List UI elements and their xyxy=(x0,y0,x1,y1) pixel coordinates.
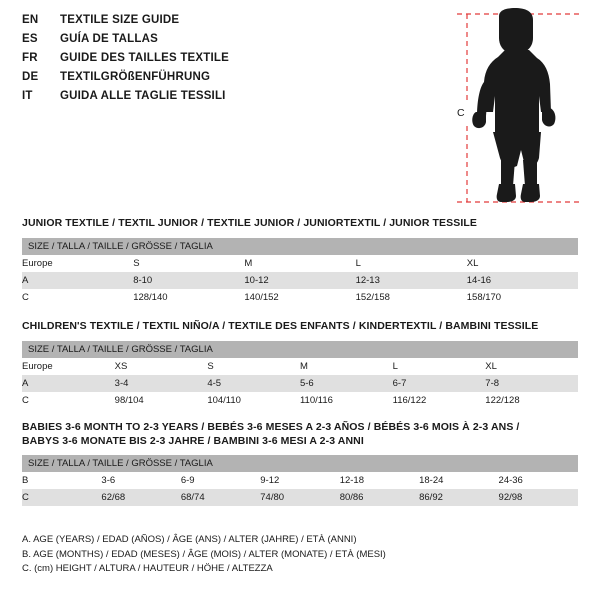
size-band-label: SIZE / TALLA / TAILLE / GRÖSSE / TAGLIA xyxy=(22,341,578,358)
lang-code-en: EN xyxy=(22,14,39,26)
cell-value: 128/140 xyxy=(133,289,244,306)
header-text-es: GUÍA DE TALLAS xyxy=(60,33,158,45)
header-titles xyxy=(22,14,422,109)
cell-value: 110/116 xyxy=(300,392,393,409)
section-title-children: CHILDREN'S TEXTILE / TEXTIL NIÑO/A / TEXTILE DES ENFANTS / KINDERTEXTIL / BAMBINI TESSILE xyxy=(22,320,539,332)
size-band-label: SIZE / TALLA / TAILLE / GRÖSSE / TAGLIA xyxy=(22,455,578,472)
cell-value: 3-6 xyxy=(101,472,180,489)
table-row xyxy=(22,289,578,306)
cell-value: 80/86 xyxy=(340,489,419,506)
legend-note-c: C. (cm) HEIGHT / ALTURA / HAUTEUR / HÖHE / ALTEZZA xyxy=(22,563,273,574)
cell-value: XS xyxy=(115,358,208,375)
cell-value: 6-7 xyxy=(393,375,486,392)
row-label: C xyxy=(22,289,133,306)
cell-value: XL xyxy=(485,358,578,375)
cell-value: 9-12 xyxy=(260,472,339,489)
cell-value: 104/110 xyxy=(207,392,300,409)
cell-value: XL xyxy=(467,255,578,272)
cell-value: 12-13 xyxy=(356,272,467,289)
junior-size-table xyxy=(22,238,578,306)
section-title-junior: JUNIOR TEXTILE / TEXTIL JUNIOR / TEXTILE JUNIOR / JUNIORTEXTIL / JUNIOR TESSILE xyxy=(22,217,477,229)
lang-code-fr: FR xyxy=(22,52,38,64)
cell-value: S xyxy=(133,255,244,272)
table-row xyxy=(22,392,578,409)
lang-code-es: ES xyxy=(22,33,38,45)
table-row xyxy=(22,472,578,489)
cell-value: 14-16 xyxy=(467,272,578,289)
cell-value: 140/152 xyxy=(244,289,355,306)
header-row-en xyxy=(22,14,422,33)
table-header-band xyxy=(22,455,578,472)
table-header-band xyxy=(22,238,578,255)
section-title-babies-line2: BABYS 3-6 MONATE BIS 2-3 JAHRE / BAMBINI 3-6 MESI A 2-3 ANNI xyxy=(22,435,364,447)
table-header-band xyxy=(22,341,578,358)
cell-value: 4-5 xyxy=(207,375,300,392)
cell-value: 98/104 xyxy=(115,392,208,409)
header-row-it xyxy=(22,90,422,109)
cell-value: L xyxy=(356,255,467,272)
row-label: Europe xyxy=(22,255,133,272)
children-size-table xyxy=(22,341,578,409)
cell-value: 10-12 xyxy=(244,272,355,289)
lang-code-it: IT xyxy=(22,90,33,102)
cell-value: 158/170 xyxy=(467,289,578,306)
cell-value: 18-24 xyxy=(419,472,498,489)
legend-notes xyxy=(22,533,386,577)
header-text-fr: GUIDE DES TAILLES TEXTILE xyxy=(60,52,229,64)
cell-value: 24-36 xyxy=(499,472,578,489)
cell-value: 74/80 xyxy=(260,489,339,506)
babies-size-table xyxy=(22,455,578,506)
cell-value: 62/68 xyxy=(101,489,180,506)
cell-value: 5-6 xyxy=(300,375,393,392)
header-row-fr xyxy=(22,52,422,71)
header-text-de: TEXTILGRÖßENFÜHRUNG xyxy=(60,71,211,83)
row-label: B xyxy=(22,472,101,489)
size-band-label: SIZE / TALLA / TAILLE / GRÖSSE / TAGLIA xyxy=(22,238,578,255)
cell-value: 122/128 xyxy=(485,392,578,409)
row-label: A xyxy=(22,375,115,392)
cell-value: 68/74 xyxy=(181,489,260,506)
header-row-es xyxy=(22,33,422,52)
header-text-en: TEXTILE SIZE GUIDE xyxy=(60,14,180,26)
header-text-it: GUIDA ALLE TAGLIE TESSILI xyxy=(60,90,226,102)
cell-value: M xyxy=(300,358,393,375)
cell-value: 152/158 xyxy=(356,289,467,306)
legend-note-a: A. AGE (YEARS) / EDAD (AÑOS) / ÂGE (ANS) / ALTER (JAHRE) / ETÀ (ANNI) xyxy=(22,534,357,545)
cell-value: 8-10 xyxy=(133,272,244,289)
cell-value: 6-9 xyxy=(181,472,260,489)
row-label: C xyxy=(22,392,115,409)
lang-code-de: DE xyxy=(22,71,39,83)
section-title-babies-line1: BABIES 3-6 MONTH TO 2-3 YEARS / BEBÉS 3-6 MESES A 2-3 AÑOS / BÉBÉS 3-6 MOIS À 2-3 ANS / xyxy=(22,421,520,433)
row-label: A xyxy=(22,272,133,289)
cell-value: 12-18 xyxy=(340,472,419,489)
row-label: C xyxy=(22,489,101,506)
table-row xyxy=(22,255,578,272)
table-row xyxy=(22,375,578,392)
cell-value: S xyxy=(207,358,300,375)
cell-value: 3-4 xyxy=(115,375,208,392)
legend-note-b: B. AGE (MONTHS) / EDAD (MESES) / ÂGE (MOIS) / ALTER (MONATE) / ETÀ (MESI) xyxy=(22,548,386,560)
cell-value: M xyxy=(244,255,355,272)
measure-label-c: C xyxy=(457,107,465,119)
cell-value: L xyxy=(393,358,486,375)
baby-silhouette-figure xyxy=(455,8,585,208)
cell-value: 86/92 xyxy=(419,489,498,506)
table-row xyxy=(22,489,578,506)
cell-value: 116/122 xyxy=(393,392,486,409)
table-row xyxy=(22,358,578,375)
header-row-de xyxy=(22,71,422,90)
row-label: Europe xyxy=(22,358,115,375)
table-row xyxy=(22,272,578,289)
cell-value: 92/98 xyxy=(499,489,578,506)
cell-value: 7-8 xyxy=(485,375,578,392)
section-title-babies xyxy=(22,420,519,448)
